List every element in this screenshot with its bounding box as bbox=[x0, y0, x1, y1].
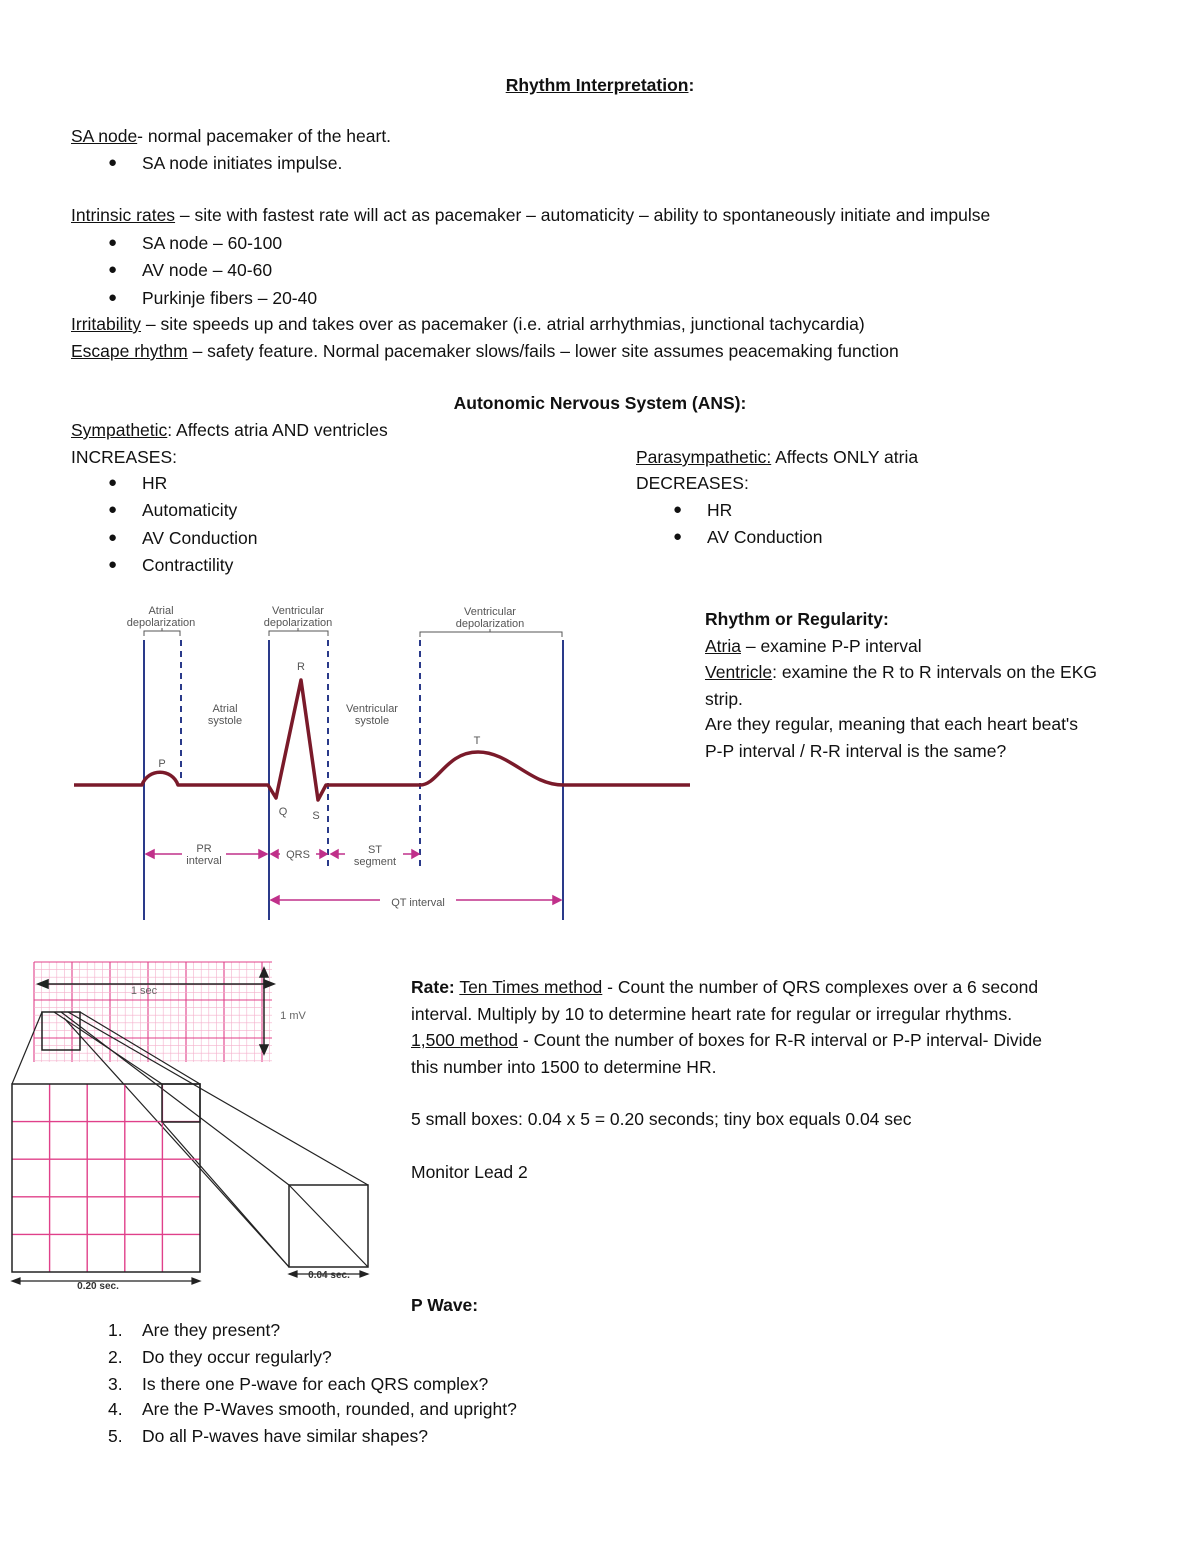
parasympathetic-definition: Parasympathetic: Affects ONLY atria bbox=[636, 447, 919, 467]
ventricular-repolarization-label: Ventricular bbox=[464, 606, 516, 618]
ecg-waveform-diagram bbox=[70, 600, 695, 925]
p-wave-heading: P Wave: bbox=[411, 1295, 479, 1315]
one-mv-label: 1 mV bbox=[280, 1010, 306, 1022]
atria-definition: Atria – examine P-P interval bbox=[705, 636, 922, 656]
qrs-label: QRS bbox=[286, 849, 310, 861]
escape-rhythm-definition: Escape rhythm – safety feature. Normal pacemaker slows/fails – lower site assumes peacemaking function bbox=[71, 341, 899, 361]
1500-method: 1,500 method - Count the number of boxes for R-R interval or P-P interval- Divide bbox=[411, 1030, 1042, 1050]
bullet-icon: ● bbox=[108, 501, 118, 518]
wave-q-label: Q bbox=[278, 806, 288, 818]
atrial-systole-label: Atrial bbox=[212, 703, 238, 715]
rhythm-heading: Rhythm or Regularity: bbox=[705, 609, 889, 629]
wave-p-label: P bbox=[158, 758, 166, 770]
decreases-label: DECREASES: bbox=[636, 473, 749, 493]
small-boxes-note: 5 small boxes: 0.04 x 5 = 0.20 seconds; tiny box equals 0.04 sec bbox=[411, 1109, 912, 1129]
wave-t-label: T bbox=[473, 735, 481, 747]
sympathetic-definition: Sympathetic: Affects atria AND ventricles bbox=[71, 420, 388, 440]
bullet-icon: ● bbox=[673, 528, 683, 545]
ventricular-depolarization-label: Ventricular bbox=[272, 605, 324, 617]
bullet-icon: ● bbox=[108, 529, 118, 546]
svg-text:interval: interval bbox=[186, 855, 222, 867]
svg-text:segment: segment bbox=[353, 856, 397, 868]
small-box-label: 0.04 sec. bbox=[308, 1270, 350, 1281]
pr-interval-label: PR bbox=[196, 843, 212, 855]
svg-text:depolarization: depolarization bbox=[455, 618, 525, 630]
bullet-icon: ● bbox=[108, 261, 118, 278]
list-item: 1. Are they present? bbox=[108, 1320, 281, 1340]
ventricular-systole-label: Ventricular bbox=[346, 703, 398, 715]
big-box-label: 0.20 sec. bbox=[77, 1281, 119, 1292]
sa-node-definition: SA node- normal pacemaker of the heart. bbox=[71, 126, 392, 146]
ten-times-method: Rate: Ten Times method - Count the number of QRS complexes over a 6 second bbox=[411, 977, 1039, 997]
bullet-icon: ● bbox=[108, 154, 118, 171]
monitor-lead-note: Monitor Lead 2 bbox=[411, 1162, 528, 1182]
sa-node-term: SA node bbox=[71, 126, 138, 146]
ventricle-definition: Ventricle: examine the R to R intervals on the EKG bbox=[705, 662, 1098, 682]
svg-text:systole: systole bbox=[207, 715, 243, 727]
st-segment-label: ST bbox=[367, 844, 383, 856]
svg-text:depolarization: depolarization bbox=[263, 617, 333, 629]
intrinsic-rates-term: Intrinsic rates bbox=[71, 205, 176, 225]
wave-s-label: S bbox=[312, 810, 320, 822]
svg-text:depolarization: depolarization bbox=[126, 617, 196, 629]
increases-label: INCREASES: bbox=[71, 447, 177, 467]
bullet-icon: ● bbox=[108, 556, 118, 573]
one-sec-label: 1 sec bbox=[130, 985, 158, 997]
svg-text:systole: systole bbox=[354, 715, 390, 727]
list-item: 5. Do all P-waves have similar shapes? bbox=[108, 1426, 428, 1446]
list-item: 4. Are the P-Waves smooth, rounded, and upright? bbox=[108, 1399, 517, 1419]
bullet-icon: ● bbox=[108, 234, 118, 251]
bullet-icon: ● bbox=[108, 289, 118, 306]
list-item: 2. Do they occur regularly? bbox=[108, 1347, 332, 1367]
ans-heading: Autonomic Nervous System (ANS): bbox=[453, 393, 747, 413]
atrial-depolarization-label: Atrial bbox=[148, 605, 174, 617]
page-title: Rhythm Interpretation: bbox=[505, 75, 695, 95]
wave-r-label: R bbox=[297, 661, 305, 673]
qt-interval-label: QT interval bbox=[391, 897, 445, 909]
irritability-definition: Irritability – site speeds up and takes over as pacemaker (i.e. atrial arrhythmias, junctional tachycardia) bbox=[71, 314, 865, 334]
bullet-icon: ● bbox=[108, 474, 118, 491]
intrinsic-rates-definition: Intrinsic rates – site with fastest rate will act as pacemaker – automaticity – ability to spontaneously initiate and impulse bbox=[71, 205, 991, 225]
ekg-grid-diagram bbox=[8, 958, 378, 1293]
bullet-icon: ● bbox=[673, 501, 683, 518]
list-item: 3. Is there one P-wave for each QRS complex? bbox=[108, 1374, 489, 1394]
rhythm-question: Are they regular, meaning that each heart beat's bbox=[705, 714, 1079, 734]
